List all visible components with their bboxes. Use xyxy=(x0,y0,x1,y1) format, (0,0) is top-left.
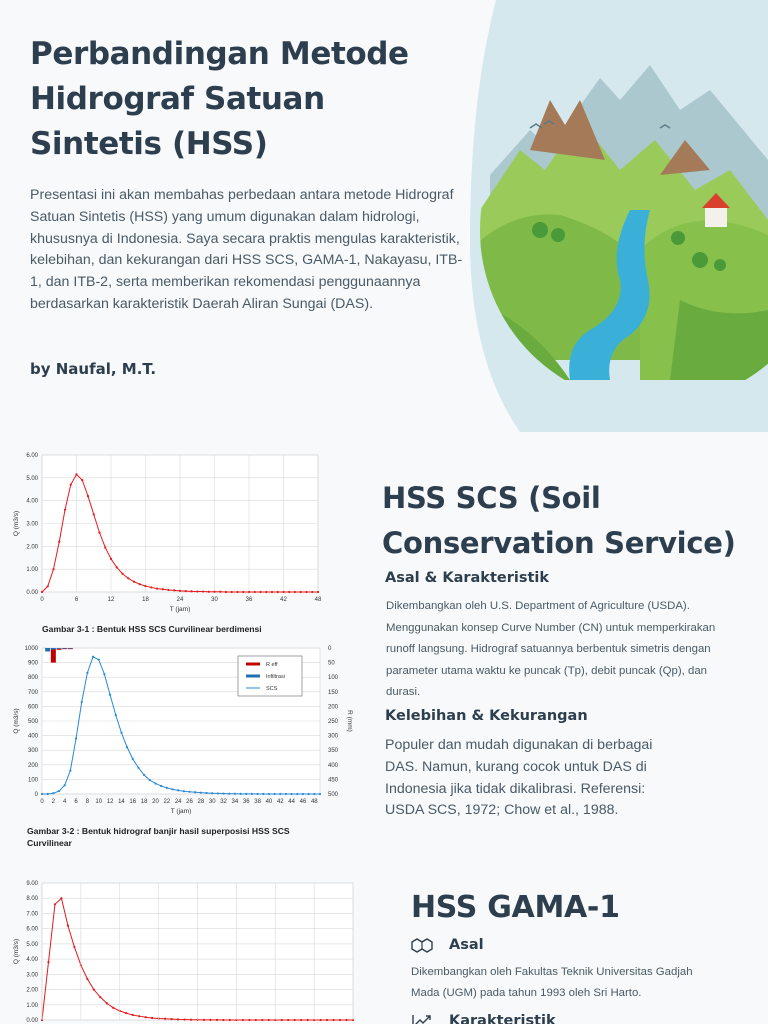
y-tick-label: 2.00 xyxy=(26,987,38,994)
x-tick-label: 42 xyxy=(276,799,284,805)
data-point xyxy=(288,591,290,593)
y-tick-label: 300 xyxy=(27,748,38,755)
data-point xyxy=(41,591,43,593)
scs-origin-heading: Asal & Karakteristik xyxy=(385,570,550,586)
data-point xyxy=(171,788,173,790)
data-point xyxy=(219,591,221,593)
y2-tick-label: 450 xyxy=(328,777,339,784)
y-tick-label: 0.00 xyxy=(26,1018,38,1024)
data-point xyxy=(132,1014,134,1016)
data-point xyxy=(177,789,179,791)
scs-origin-text: Dikembangkan oleh U.S. Department of Agriculture (USDA). Menggunakan konsep Curve Number (CN) untuk memperkirakan runoff langsung. Hidrograf satuannya berbentuk simetris dengan parameter utama waktu ke puncak (Tp), debit puncak (Qp), dan durasi. xyxy=(386,600,716,699)
data-point xyxy=(132,758,134,760)
x-tick-label: 38 xyxy=(254,799,261,805)
y-axis-label: Q (m3/s) xyxy=(13,510,20,537)
data-point xyxy=(285,793,287,795)
data-point xyxy=(255,1019,257,1021)
data-point xyxy=(222,792,224,794)
gama1-hydrograph-chart xyxy=(0,874,360,1024)
effective-rain-bar xyxy=(62,649,67,650)
data-point xyxy=(151,1017,153,1019)
data-point xyxy=(261,1019,263,1021)
data-point xyxy=(133,581,135,583)
data-point xyxy=(308,793,310,795)
data-point xyxy=(228,793,230,795)
data-point xyxy=(103,673,105,675)
x-tick-label: 8 xyxy=(85,799,90,805)
x-tick-label: 36 xyxy=(245,597,253,603)
data-point xyxy=(58,541,60,543)
data-point xyxy=(291,793,293,795)
data-point xyxy=(296,793,298,795)
data-point xyxy=(170,1018,172,1020)
x-tick-label: 22 xyxy=(163,799,171,805)
infiltration-bar xyxy=(45,648,50,652)
data-point xyxy=(121,573,123,575)
data-point xyxy=(262,793,264,795)
data-point xyxy=(87,495,89,497)
data-point xyxy=(282,591,284,593)
gama-char-heading: Karakteristik xyxy=(449,1013,556,1024)
watershed-illustration xyxy=(470,0,768,432)
data-point xyxy=(138,1015,140,1017)
data-point xyxy=(69,770,71,772)
data-point xyxy=(47,793,49,795)
x-tick-label: 18 xyxy=(140,799,148,805)
y2-tick-label: 250 xyxy=(328,719,339,725)
x-tick-label: 36 xyxy=(242,799,250,805)
data-point xyxy=(143,774,145,776)
data-point xyxy=(47,585,49,587)
y2-tick-label: 150 xyxy=(328,689,339,696)
data-point xyxy=(164,1018,166,1020)
trend-chart-icon xyxy=(411,1013,433,1024)
data-point xyxy=(205,792,207,794)
y-tick-label: 200 xyxy=(27,762,38,769)
data-point xyxy=(73,946,75,948)
intro-paragraph: Presentasi ini akan membahas perbedaan antara metode Hidrograf Satuan Sintetis (HSS) yang umum digunakan dalam hidrologi, khususnya di Indonesia. Saya secara praktis mengulas karakteristik, kelebihan, dan kekurangan dari HSS SCS, GAMA-1, Nakayasu, ITB-1, dan ITB-2, serta memberikan rekomendasi penggunaannya berdasarkan karakteristik Daerah Aliran Sungai (DAS). xyxy=(30,187,463,312)
data-point xyxy=(179,590,181,592)
y-axis-label: Q (m3/s) xyxy=(13,938,20,965)
data-point xyxy=(64,784,66,786)
data-point xyxy=(229,1019,231,1021)
y-tick-label: 0.00 xyxy=(26,590,38,596)
data-point xyxy=(156,587,158,589)
data-point xyxy=(137,767,139,769)
data-point xyxy=(145,1016,147,1018)
data-point xyxy=(127,577,129,579)
data-point xyxy=(294,591,296,593)
data-point xyxy=(265,591,267,593)
data-point xyxy=(216,1019,218,1021)
y-tick-label: 6.00 xyxy=(26,453,38,459)
data-point xyxy=(307,1019,309,1021)
y2-tick-label: 500 xyxy=(328,792,339,798)
effective-rain-bar xyxy=(51,649,56,662)
y-tick-label: 100 xyxy=(27,777,38,784)
data-point xyxy=(248,1019,250,1021)
scs-superposition-hydrograph-chart xyxy=(0,640,360,822)
data-point xyxy=(41,793,43,795)
data-point xyxy=(93,988,95,990)
y2-tick-label: 400 xyxy=(328,762,339,769)
scs-dimensional-hydrograph-chart xyxy=(0,445,330,623)
data-point xyxy=(60,897,62,899)
x-tick-label: 20 xyxy=(152,799,159,805)
x-tick-label: 28 xyxy=(197,799,205,805)
data-point xyxy=(162,588,164,590)
data-point xyxy=(190,590,192,592)
data-point xyxy=(154,782,156,784)
infiltration-bar xyxy=(51,648,56,649)
gama-origin-text: Dikembangkan oleh Fakultas Teknik Universitas Gadjah Mada (UGM) pada tahun 1993 oleh Sri Harto. xyxy=(411,966,693,999)
data-point xyxy=(311,591,313,593)
data-point xyxy=(208,591,210,593)
y-tick-label: 8.00 xyxy=(26,896,38,903)
x-tick-label: 14 xyxy=(118,799,125,805)
data-point xyxy=(149,779,151,781)
y-tick-label: 1000 xyxy=(24,646,38,652)
y-tick-label: 700 xyxy=(27,689,38,696)
x-tick-label: 2 xyxy=(51,799,56,805)
x-tick-label: 18 xyxy=(142,597,149,603)
data-point xyxy=(211,792,213,794)
data-point xyxy=(300,591,302,593)
data-point xyxy=(251,793,253,795)
data-point xyxy=(317,591,319,593)
page-title: Perbandingan Metode Hidrograf Satuan Sintetis (HSS) xyxy=(30,36,409,162)
data-point xyxy=(209,1019,211,1021)
data-point xyxy=(320,1019,322,1021)
scs-pros-text: Populer dan mudah digunakan di berbagai DAS. Namun, kurang cocok untuk DAS di Indonesia jika tidak dikalibrasi. Referensi: USDA SCS, 1972; Chow et al., 1988. xyxy=(385,737,653,819)
data-point xyxy=(287,1019,289,1021)
y-tick-label: 1.00 xyxy=(26,1002,38,1009)
data-point xyxy=(259,591,261,593)
y2-tick-label: 300 xyxy=(328,733,339,740)
x-tick-label: 48 xyxy=(314,597,322,603)
x-axis-label: T (jam) xyxy=(169,606,191,613)
y-tick-label: 0 xyxy=(34,792,38,798)
figure-caption-1: Gambar 3-1 : Bentuk HSS SCS Curvilinear berdimensi xyxy=(42,624,262,634)
data-point xyxy=(194,791,196,793)
data-point xyxy=(144,585,146,587)
x-tick-label: 12 xyxy=(106,799,114,805)
y2-axis-label: R (mm) xyxy=(346,710,353,732)
data-point xyxy=(213,591,215,593)
x-tick-label: 24 xyxy=(176,597,184,603)
y-tick-label: 600 xyxy=(27,704,38,711)
y-tick-label: 9.00 xyxy=(26,881,38,887)
data-point xyxy=(52,568,54,570)
data-point xyxy=(58,790,60,792)
infiltration-bar xyxy=(62,648,67,649)
y-tick-label: 2.00 xyxy=(26,544,38,551)
data-point xyxy=(239,793,241,795)
data-point xyxy=(242,1019,244,1021)
data-point xyxy=(305,591,307,593)
data-point xyxy=(222,1019,224,1021)
data-point xyxy=(166,787,168,789)
y-tick-label: 5.00 xyxy=(26,941,38,948)
data-point xyxy=(332,1019,334,1021)
author-line: by Naufal, M.T. xyxy=(30,360,157,378)
y2-tick-label: 350 xyxy=(328,748,339,755)
data-point xyxy=(110,558,112,560)
data-point xyxy=(196,590,198,592)
legend-label: SCS xyxy=(266,686,278,692)
data-point xyxy=(139,583,141,585)
data-point xyxy=(75,473,77,475)
x-tick-label: 48 xyxy=(310,799,318,805)
x-tick-label: 6 xyxy=(74,799,78,805)
data-point xyxy=(185,590,187,592)
data-point xyxy=(115,714,117,716)
data-point xyxy=(256,793,258,795)
data-point xyxy=(160,785,162,787)
data-point xyxy=(345,1019,347,1021)
data-point xyxy=(188,791,190,793)
gama-char-heading-row xyxy=(411,1010,556,1024)
data-point xyxy=(254,591,256,593)
data-point xyxy=(271,591,273,593)
data-point xyxy=(217,792,219,794)
data-point xyxy=(86,672,88,674)
data-point xyxy=(183,790,185,792)
data-point xyxy=(245,793,247,795)
data-point xyxy=(281,1019,283,1021)
data-point xyxy=(326,1019,328,1021)
x-tick-label: 34 xyxy=(231,799,239,805)
x-tick-label: 42 xyxy=(280,597,287,603)
data-point xyxy=(248,591,250,593)
scs-section-title: HSS SCS (Soil Conservation Service) xyxy=(382,481,736,560)
x-tick-label: 0 xyxy=(40,799,44,805)
gama-section-title: HSS GAMA-1 xyxy=(411,890,620,925)
data-point xyxy=(236,591,238,593)
y-tick-label: 900 xyxy=(27,660,38,667)
y2-tick-label: 0 xyxy=(328,646,332,652)
data-point xyxy=(231,591,233,593)
legend-label: Infiltrasi xyxy=(266,674,285,680)
data-point xyxy=(47,961,49,963)
x-tick-label: 30 xyxy=(208,799,216,805)
infiltration-bar xyxy=(57,648,62,649)
gama-origin-heading: Asal xyxy=(449,937,484,953)
data-point xyxy=(242,591,244,593)
y-tick-label: 1.00 xyxy=(26,567,38,574)
infiltration-bar xyxy=(68,648,73,649)
y-tick-label: 5.00 xyxy=(26,475,38,482)
data-point xyxy=(302,793,304,795)
x-tick-label: 32 xyxy=(220,799,227,805)
y-tick-label: 7.00 xyxy=(26,911,38,918)
y-tick-label: 4.00 xyxy=(26,498,38,505)
data-point xyxy=(177,1018,179,1020)
x-tick-label: 4 xyxy=(63,799,67,805)
y-tick-label: 4.00 xyxy=(26,957,38,964)
data-point xyxy=(64,509,66,511)
data-point xyxy=(268,1019,270,1021)
data-point xyxy=(70,484,72,486)
data-point xyxy=(319,793,321,795)
y2-tick-label: 50 xyxy=(328,660,335,667)
data-point xyxy=(99,996,101,998)
data-point xyxy=(54,903,56,905)
x-tick-label: 0 xyxy=(40,597,44,603)
y-tick-label: 6.00 xyxy=(26,926,38,933)
x-tick-label: 16 xyxy=(129,799,137,805)
data-point xyxy=(86,978,88,980)
data-point xyxy=(126,746,128,748)
data-point xyxy=(150,586,152,588)
y-axis-label: Q (m3/s) xyxy=(13,708,20,734)
x-tick-label: 30 xyxy=(211,597,218,603)
data-point xyxy=(92,656,94,658)
data-point xyxy=(173,589,175,591)
effective-rain-bar xyxy=(68,649,73,650)
figure-caption-2: Gambar 3-2 : Bentuk hidrograf banjir hasil superposisi HSS SCS Curvilinear xyxy=(27,826,290,848)
data-point xyxy=(277,591,279,593)
y-tick-label: 800 xyxy=(27,675,38,682)
data-point xyxy=(52,792,54,794)
data-point xyxy=(274,793,276,795)
y-tick-label: 400 xyxy=(27,733,38,740)
legend-label: R eff xyxy=(266,662,278,668)
data-point xyxy=(106,1002,108,1004)
data-point xyxy=(75,737,77,739)
data-point xyxy=(279,793,281,795)
y-tick-label: 3.00 xyxy=(26,521,38,528)
data-point xyxy=(81,479,83,481)
data-point xyxy=(313,793,315,795)
scs-pros-heading: Kelebihan & Kekurangan xyxy=(385,708,588,724)
x-tick-label: 12 xyxy=(107,597,115,603)
data-point xyxy=(93,513,95,515)
data-point xyxy=(104,546,106,548)
x-tick-label: 24 xyxy=(174,799,182,805)
data-point xyxy=(167,589,169,591)
x-tick-label: 6 xyxy=(74,597,79,603)
data-point xyxy=(294,1019,296,1021)
data-point xyxy=(81,701,83,703)
gama-origin-heading-row xyxy=(411,934,484,956)
y2-tick-label: 100 xyxy=(328,675,339,682)
handshake-icon xyxy=(411,937,433,953)
data-point xyxy=(339,1019,341,1021)
y2-tick-label: 200 xyxy=(328,704,339,711)
data-point xyxy=(190,1019,192,1021)
x-axis-label: T (jam) xyxy=(170,808,192,815)
data-point xyxy=(234,793,236,795)
data-point xyxy=(300,1019,302,1021)
data-point xyxy=(268,793,270,795)
y-tick-label: 3.00 xyxy=(26,972,38,979)
data-point xyxy=(202,590,204,592)
data-point xyxy=(67,925,69,927)
data-point xyxy=(120,732,122,734)
data-point xyxy=(98,659,100,661)
data-point xyxy=(200,792,202,794)
data-point xyxy=(98,532,100,534)
x-tick-label: 40 xyxy=(265,799,273,805)
data-point xyxy=(183,1018,185,1020)
data-point xyxy=(225,591,227,593)
x-tick-label: 46 xyxy=(299,799,307,805)
data-point xyxy=(112,1007,114,1009)
y-tick-label: 500 xyxy=(27,719,38,725)
x-tick-label: 26 xyxy=(186,799,193,805)
data-point xyxy=(203,1019,205,1021)
data-point xyxy=(116,566,118,568)
effective-rain-bar xyxy=(57,649,62,650)
x-tick-label: 10 xyxy=(95,799,103,805)
data-point xyxy=(109,694,111,696)
data-point xyxy=(125,1012,127,1014)
x-tick-label: 44 xyxy=(288,799,295,805)
